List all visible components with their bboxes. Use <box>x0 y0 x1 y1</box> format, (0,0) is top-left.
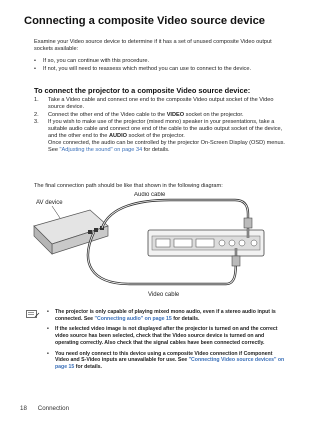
bullet-item: • If so, you can continue with this procedure. <box>34 58 286 65</box>
step-text: Take a Video cable and connect one end to the composite Video output socket of the Video source device. <box>48 97 274 111</box>
availability-bullets <box>34 58 286 73</box>
video-cable-label: Video cable <box>148 292 180 298</box>
notes-list <box>47 309 285 375</box>
note-item <box>47 309 285 322</box>
projector-back-panel <box>148 230 264 256</box>
page-number: 18 <box>20 405 27 412</box>
footer-section: Connection <box>37 405 70 412</box>
step-text: Connect the other end of the Video cable to the <box>48 111 167 118</box>
note-icon <box>26 310 40 319</box>
note-text: for details. <box>171 315 200 322</box>
step-continuation: for details. <box>142 147 170 154</box>
av-device-pointer <box>52 206 60 218</box>
sound-settings-link[interactable]: "Adjusting the sound" on page 34 <box>59 147 143 154</box>
step-number: 2. <box>34 111 39 118</box>
page-title: Connecting a composite Video source device <box>24 15 266 27</box>
connecting-video-devices-link[interactable]: "Connecting Video source devices" on page 15 <box>55 357 285 370</box>
final-connection-text: The final connection path should be like that shown in the following diagram: <box>34 183 223 189</box>
note-item <box>47 351 285 371</box>
intro-paragraph: Examine your Video source device to determine if it has a set of unused composite Video output sockets available: <box>34 39 272 53</box>
note-text: for details. <box>74 363 103 370</box>
step-item <box>34 119 286 154</box>
note-text: You need only connect to this device using a composite Video connection if Component Video and S-Video inputs are unavailable for use. See <box>55 350 273 364</box>
note-text: If the selected video image is not displayed after the projector is turned on and the correct video source has been selected, check that the Video source device is turned on and operating correctly. Also check that the signal cables have been connected correctly. <box>55 326 278 346</box>
step-item <box>34 112 286 119</box>
connecting-audio-link[interactable]: "Connecting audio" on page 15 <box>94 315 172 322</box>
step-text: socket of the projector. <box>127 133 185 140</box>
socket-name: VIDEO <box>166 111 185 118</box>
note-text: The projector is only capable of playing mixed mono audio, even if a stereo audio input is connected. See <box>55 309 276 322</box>
step-number: 3. <box>34 119 39 126</box>
connection-diagram <box>30 192 270 302</box>
note-item <box>47 326 285 346</box>
step-continuation: Once connected, the audio can be controlled by the projector On-Screen Display (OSD) menus. See <box>48 140 285 154</box>
step-text: socket on the projector. <box>184 111 244 118</box>
bullet-item: • If not, you will need to reassess which method you can use to connect to the device. <box>34 66 286 73</box>
av-device-label: AV device <box>36 200 63 206</box>
step-number: 1. <box>34 97 39 103</box>
procedure-heading: To connect the projector to a composite Video source device: <box>34 86 251 95</box>
socket-name: AUDIO <box>108 133 127 140</box>
procedure-steps <box>34 97 286 155</box>
step-item <box>34 97 286 111</box>
step-text: If you wish to make use of the projector (mixed mono) speaker in your presentations, take a suitable audio cable and connect one end of the cable to the audio output socket of the device, and the other end to the <box>48 119 283 140</box>
av-device-illustration <box>34 210 108 254</box>
audio-cable-label: Audio cable <box>134 192 166 198</box>
page-footer <box>20 405 69 412</box>
